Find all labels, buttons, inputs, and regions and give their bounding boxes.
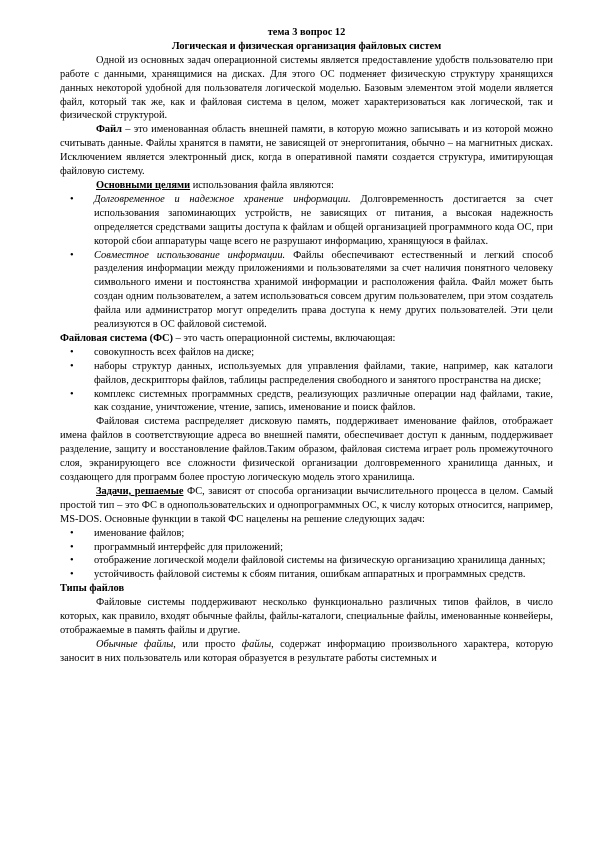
section-title: Логическая и физическая организация файловых систем	[171, 40, 442, 52]
bullet-icon: •	[70, 249, 74, 261]
task-item-reliability	[60, 568, 553, 582]
fs-item-structures	[60, 360, 553, 388]
bullet-icon: •	[70, 360, 74, 372]
fs-item-text: наборы структур данных, используемых для управления файлами, такие, например, как каталоги файлов, дескрипторы файлов, таблицы распределения свободного и занятого пространства на диске;	[94, 360, 553, 386]
tasks-term: Задачи, решаемые	[96, 485, 184, 497]
fs-definition-paragraph	[60, 332, 553, 346]
fs-role-paragraph: Файловая система распределяет дисковую память, поддерживает именование файлов, отображает имена файлов в соответствующие адреса во внешней памяти, обеспечивает доступ к данным, поддерживает разделение, защиту и восстановление файлов.Таким образом, файловая система играет роль промежуточного слоя, экранирующего все сложности физической организации долговременного хранилища данных, и создающего для программ более простую логическую модель этого хранилища.	[60, 416, 553, 483]
task-item-text: именование файлов;	[94, 527, 185, 539]
goal-sharing-text: Файлы обеспечивают естественный и легкий способ разделения информации между приложениями и пользователями за счет наличия понятного человеку символьного имени и постоянства хранимой информации и расположения файла. Файл может быть создан одним пользователем, а затем использоваться совсем другим пользователем, при этом создатель файла или администратор могут определить права доступа к нему других пользователей. Эти цели реализуются в ОС файловой системой.	[94, 249, 554, 331]
fs-item-text: комплекс системных программных средств, реализующих различные операции над файлами, такие, как создание, уничтожение, чтение, запись, именование и поиск файлов.	[94, 388, 553, 414]
fs-item-software	[60, 388, 553, 416]
goals-intro-paragraph	[60, 179, 553, 193]
bullet-icon: •	[70, 527, 74, 539]
bullet-icon: •	[70, 541, 74, 553]
task-item-text: отображение логической модели файловой системы на физическую организацию хранилища данных;	[94, 555, 546, 567]
goal-storage-text: Долговременность достигается за счет использования запоминающих устройств, не зависящих от питания, а высокая надежность определяется средствами защиты доступа к файлам и общей организацией программного кода ОС, при которой сбои аппаратуры чаще всего не разрушают информацию, хранящуюся в файлах.	[94, 193, 553, 247]
bullet-icon: •	[70, 569, 74, 581]
goal-item-sharing	[60, 249, 553, 332]
bullet-icon: •	[70, 555, 74, 567]
task-item-text: устойчивость файловой системы к сбоям питания, ошибкам аппаратных и программных средств.	[94, 569, 526, 581]
document-body	[60, 26, 553, 666]
tasks-paragraph	[60, 485, 553, 527]
topic-heading: тема 3 вопрос 12	[267, 27, 346, 38]
file-term: Файл	[96, 124, 122, 136]
intro-paragraph: Одной из основных задач операционной системы является предоставление удобств пользователю при работе с данными, хранящимися на дисках. Для этого ОС подменяет физическую структуру хранящихся данных некоторой удобной для пользователя логической моделью. Базовым элементом этой модели является файл, который так же, как и файловая система в целом, может характеризоваться как логической, так и физической структурой.	[60, 54, 553, 122]
goal-sharing-title: Совместное использование информации.	[94, 249, 286, 261]
goal-storage-title: Долговременное и надежное хранение информации.	[94, 193, 351, 205]
fs-item-text: совокупность всех файлов на диске;	[94, 346, 255, 358]
file-types-paragraph: Файловые системы поддерживают несколько функционально различных типов файлов, в число которых, как правило, входят обычные файлы, файлы-каталоги, специальные файлы, именованные конвейеры, отображаемые в память файлы и другие.	[60, 597, 553, 636]
fs-item-files	[60, 346, 553, 360]
fs-definition-text: – это часть операционной системы, включающая:	[172, 332, 396, 344]
file-types-heading: Типы файлов	[60, 583, 125, 595]
bullet-icon: •	[70, 193, 74, 205]
file-definition-text: – это именованная область внешней памяти, в которую можно записывать и из которой можно считывать данные. Файлы хранятся в памяти, не зависящей от энергопитания, обычно – на магнитных дисках. Исключением является электронный диск, когда в оперативной памяти создается структура, имитирующая файловую систему.	[60, 124, 553, 178]
file-definition-paragraph	[60, 123, 553, 179]
bullet-icon: •	[70, 388, 74, 400]
task-item-text: программный интерфейс для приложений;	[94, 541, 283, 553]
task-item-naming	[60, 527, 553, 541]
regular-files-paragraph: Обычные файлы, или просто файлы, содержат информацию произвольного характера, которую заносит в них пользователь или которая образуется в результате работы системных и	[60, 638, 553, 664]
goals-intro-text: использования файла являются:	[190, 179, 334, 191]
fs-term: Файловая система (ФС)	[60, 332, 173, 344]
task-item-api	[60, 541, 553, 555]
task-item-mapping	[60, 554, 553, 568]
tasks-text: ФС, зависят от способа организации вычислительного процесса в целом. Самый простой тип – это ФС в однопользовательских и однопрограммных ОС, к числу которых относится, например, MS-DOS. Основные функции в такой ФС нацелены на решение следующих задач:	[60, 485, 554, 525]
regular-files-term: Обычные файлы	[96, 638, 174, 650]
files-term: файлы	[241, 638, 272, 650]
goal-item-storage	[60, 193, 553, 249]
goals-term: Основными целями	[96, 179, 191, 191]
bullet-icon: •	[70, 346, 74, 358]
regular-files-text: , содержат информацию произвольного характера, которую заносит в них пользователь или которая образуется в результате работы системных и	[60, 638, 553, 664]
